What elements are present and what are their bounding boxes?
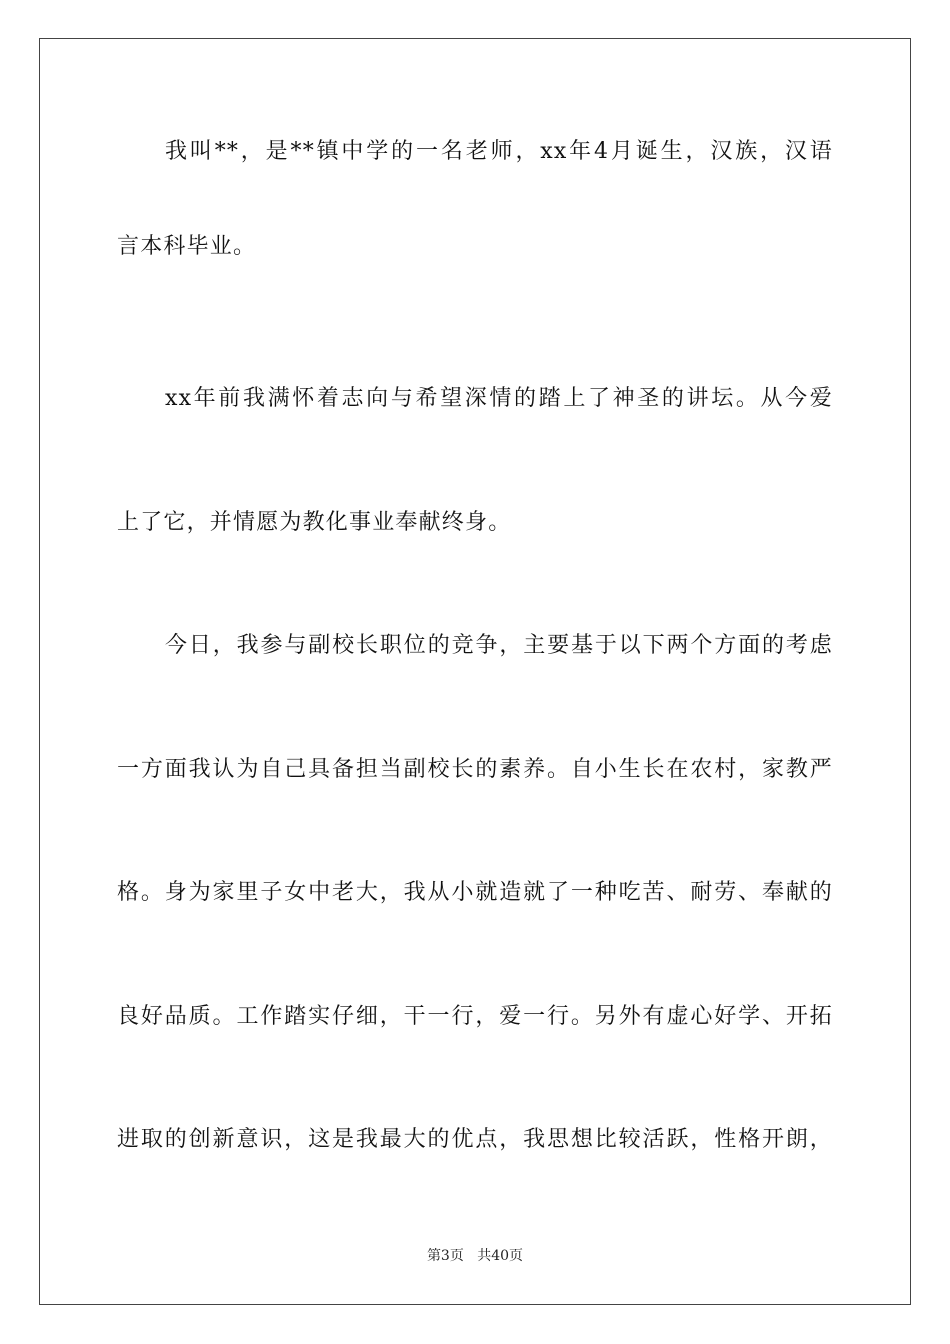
paragraph-line: 一方面我认为自己具备担当副校长的素养。自小生长在农村，家教严 xyxy=(117,757,833,782)
page-frame xyxy=(39,38,911,1305)
page-footer xyxy=(0,1246,950,1266)
paragraph-line: 格。身为家里子女中老大，我从小就造就了一种吃苦、耐劳、奉献的 xyxy=(117,880,833,905)
paragraph-line: 言本科毕业。 xyxy=(117,234,257,259)
paragraph-line: 我叫**，是**镇中学的一名老师，xx年4月诞生，汉族，汉语 xyxy=(165,139,833,164)
page-number: 第3页 xyxy=(426,1248,464,1264)
paragraph-line: 今日，我参与副校长职位的竞争，主要基于以下两个方面的考虑 xyxy=(165,633,833,658)
page-total: 共40页 xyxy=(477,1248,524,1264)
paragraph-line: 进取的创新意识，这是我最大的优点，我思想比较活跃，性格开朗， xyxy=(117,1127,833,1152)
paragraph-line: 上了它，并情愿为教化事业奉献终身。 xyxy=(117,510,512,535)
paragraph-line: 良好品质。工作踏实仔细，干一行，爱一行。另外有虚心好学、开拓 xyxy=(117,1004,833,1029)
paragraph-line: xx年前我满怀着志向与希望深情的踏上了神圣的讲坛。从今爱 xyxy=(165,386,833,411)
